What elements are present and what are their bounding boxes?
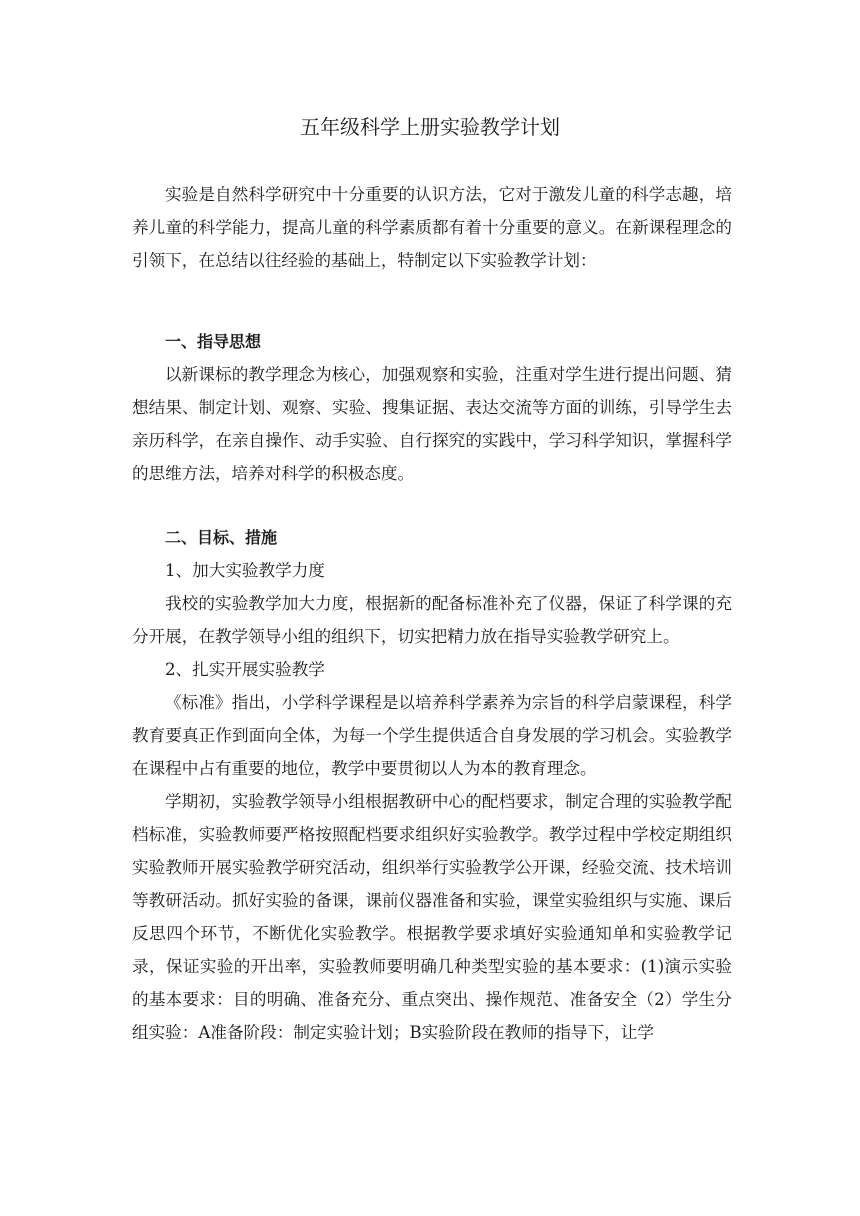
subsection1-paragraph: 我校的实验教学加大力度，根据新的配备标准补充了仪器，保证了科学课的充分开展，在教学领导小组的组织下，切实把精力放在指导实验教学研究上。 [132, 594, 732, 646]
subsection2-paragraph-1: 《标准》指出，小学科学课程是以培养科学素养为宗旨的科学启蒙课程，科学教育要真正作到面向全体，为每一个学生提供适合自身发展的学习机会。实验教学在课程中占有重要的地位，教学中要贯彻以人为本的教育理念。 [132, 693, 732, 778]
intro-paragraph: 实验是自然科学研究中十分重要的认识方法，它对于激发儿童的科学志趣，培养儿童的科学能力，提高儿童的科学素质都有着十分重要的意义。在新课程理念的引领下，在总结以往经验的基础上，特制定以下实验教学计划： [132, 185, 732, 270]
section2-heading: 二、目标、措施 [165, 528, 278, 547]
document-title: 五年级科学上册实验教学计划 [300, 115, 560, 139]
section1-paragraph: 以新课标的教学理念为核心，加强观察和实验，注重对学生进行提出问题、猜想结果、制定计划、观察、实验、搜集证据、表达交流等方面的训练，引导学生去亲历科学，在亲自操作、动手实验、自行探究的实践中，学习科学知识，掌握科学的思维方法，培养对科学的积极态度。 [132, 365, 732, 483]
subsection2-paragraph-2: 学期初，实验教学领导小组根据教研中心的配档要求，制定合理的实验教学配档标准，实验教师要严格按照配档要求组织好实验教学。教学过程中学校定期组织实验教师开展实验教学研究活动，组织举行实验教学公开课，经验交流、技术培训等教研活动。抓好实验的备课，课前仪器准备和实验，课堂实验组织与实施、课后反思四个环节，不断优化实验教学。根据教学要求填好实验通知单和实验教学记录，保证实验的开出率，实验教师要明确几种类型实验的基本要求：(1)演示实验的基本要求：目的明确、准备充分、重点突出、操作规范、准备安全（2）学生分组实验：A准备阶段：制定实验计划；B实验阶段在教师的指导下，让学 [132, 792, 732, 1042]
subsection2-title: 2、扎实开展实验教学 [165, 660, 325, 679]
section1-heading: 一、指导思想 [165, 332, 262, 351]
subsection1-title: 1、加大实验教学力度 [165, 561, 325, 580]
spacer [132, 277, 732, 325]
spacer [132, 490, 732, 521]
document-body [132, 178, 732, 1049]
